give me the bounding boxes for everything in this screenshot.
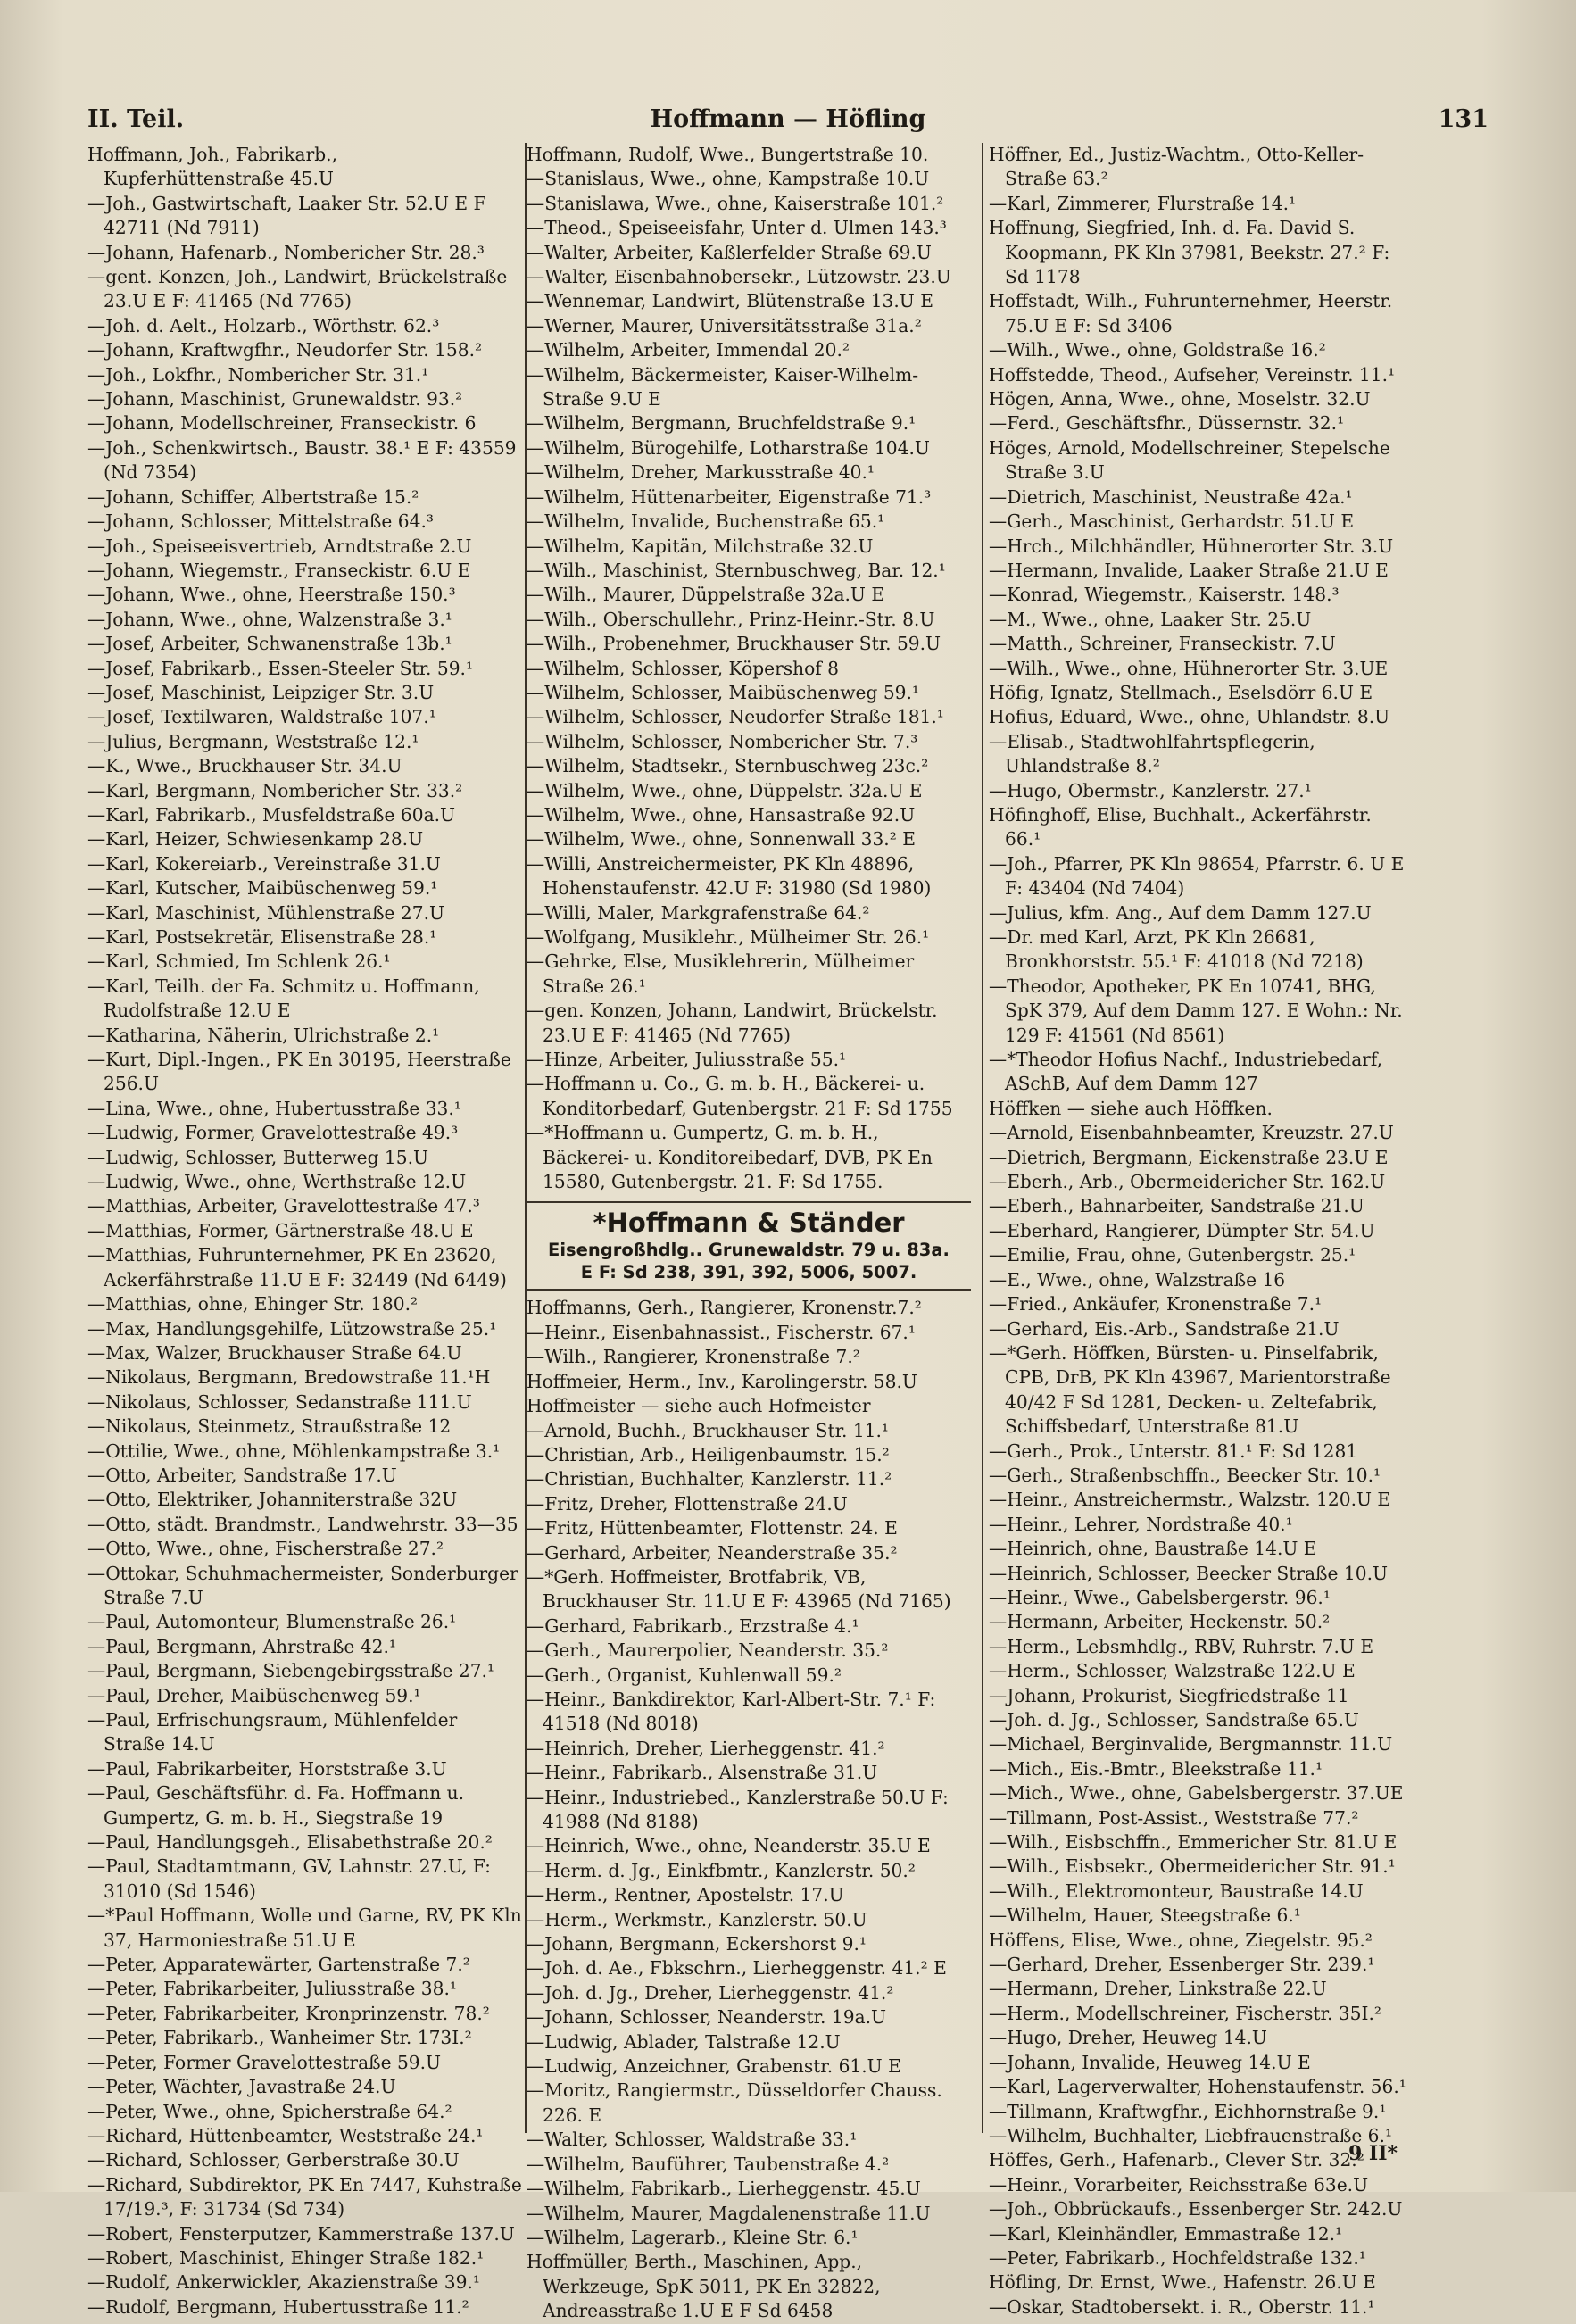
directory-entry: Hoffstedde, Theod., Aufseher, Vereinstr. 11.¹ xyxy=(989,363,1396,386)
directory-entry: —Hoffmann u. Co., G. m. b. H., Bäckerei- u. Konditorbedarf, Gutenbergstr. 21 F: Sd 1755 xyxy=(527,1073,953,1119)
directory-entry: —Gerhard, Eis.-Arb., Sandstraße 21.U xyxy=(989,1317,1340,1340)
directory-entry: —Elisab., Stadtwohlfahrtspflegerin, Uhlandstraße 8.² xyxy=(989,730,1315,777)
directory-entry: —Robert, Maschinist, Ehinger Straße 182.¹ xyxy=(87,2246,485,2269)
directory-entry: —Karl, Postsekretär, Elisenstraße 28.¹ xyxy=(87,926,437,948)
column-divider xyxy=(982,143,983,2133)
directory-entry: —Gerhard, Fabrikarb., Erzstraße 4.¹ xyxy=(527,1614,859,1637)
directory-entry: —Walter, Eisenbahnobersekr., Lützowstr. 23.U xyxy=(527,266,951,288)
directory-entry: —Wolfgang, Musiklehr., Mülheimer Str. 26.¹ xyxy=(527,926,930,948)
directory-entry: —Wilhelm, Dreher, Markusstraße 40.¹ xyxy=(527,461,875,484)
directory-entry: —Karl, Maschinist, Mühlenstraße 27.U xyxy=(87,901,445,924)
directory-entry: Hoffmann, Rudolf, Wwe., Bungertstraße 10. xyxy=(527,144,929,165)
directory-entry: —Wilh., Maurer, Düppelstraße 32a.U E xyxy=(527,584,885,606)
directory-entry: —Wilhelm, Schlosser, Neudorfer Straße 181.¹ xyxy=(527,706,944,728)
directory-entry: —Peter, Former Gravelottestraße 59.U xyxy=(87,2051,442,2073)
directory-entry: —Matth., Schreiner, Franseckistr. 7.U xyxy=(989,633,1336,655)
directory-entry: —Wilhelm, Bäckermeister, Kaiser-Wilhelm-Straße 9.U E xyxy=(527,363,919,411)
directory-entry: —gent. Konzen, Joh., Landwirt, Brückelstraße 23.U E F: 41465 (Nd 7765) xyxy=(87,266,508,312)
directory-entry: —Fritz, Hüttenbeamter, Flottenstr. 24. E xyxy=(527,1517,898,1540)
directory-entry: —Theodor, Apotheker, PK En 10741, BHG, SpK 379, Auf dem Damm 127. E Wohn.: Nr. 129 F: 41561 (Nd 8561) xyxy=(989,975,1403,1046)
directory-entry: —Heinrich, Schlosser, Beecker Straße 10.U xyxy=(989,1562,1389,1584)
directory-entry: —Fried., Ankäufer, Kronenstraße 7.¹ xyxy=(989,1293,1323,1316)
directory-entry: —Lina, Wwe., ohne, Hubertusstraße 33.¹ xyxy=(87,1097,461,1119)
directory-entry: —Hermann, Arbeiter, Heckenstr. 50.² xyxy=(989,1611,1331,1633)
directory-entry: —Konrad, Wiegemstr., Kaiserstr. 148.³ xyxy=(989,584,1340,606)
directory-entry: —Wennemar, Landwirt, Blütenstraße 13.U E xyxy=(527,290,933,312)
directory-entry: —Karl, Kutscher, Maibüschenweg 59.¹ xyxy=(87,877,438,900)
directory-entry: Hofius, Eduard, Wwe., ohne, Uhlandstr. 8.U xyxy=(989,706,1390,728)
directory-entry: —Oskar, Stadtobersekt. i. R., Oberstr. 11.¹ xyxy=(989,2295,1375,2318)
directory-entry: Hoffmann, Joh., Fabrikarb., Kupferhüttenstraße 45.U xyxy=(87,144,337,190)
directory-entry: Hoffmeier, Herm., Inv., Karolingerstr. 58.U xyxy=(527,1370,917,1392)
directory-entry: —Karl, Heizer, Schwiesenkamp 28.U xyxy=(87,828,424,851)
directory-entry: —Tillmann, Kraftwgfhr., Eichhornstraße 9.¹ xyxy=(989,2100,1387,2122)
directory-entry: —*Gerh. Hoffmeister, Brotfabrik, VB, Bruckhauser Str. 11.U E F: 43965 (Nd 7165) xyxy=(527,1565,951,1613)
directory-entry: —Johann, Modellschreiner, Franseckistr. 6 xyxy=(87,412,477,435)
directory-entry: —Wilh., Eisbschffn., Emmericher Str. 81.U E xyxy=(989,1831,1398,1854)
directory-entry: —Christian, Arb., Heiligenbaumstr. 15.² xyxy=(527,1443,890,1465)
directory-entry: —Gerhard, Dreher, Essenberger Str. 239.¹ xyxy=(989,1954,1375,1976)
directory-entry: —*Paul Hoffmann, Wolle und Garne, RV, PK Kln 37, Harmoniestraße 51.U E xyxy=(87,1905,522,1951)
directory-entry: —Herm. d. Jg., Einkfbmtr., Kanzlerstr. 50.² xyxy=(527,1859,916,1881)
directory-entry: —Heinr., Industriebed., Kanzlerstraße 50.U F: 41988 (Nd 8188) xyxy=(527,1786,949,1832)
directory-entry: Höffner, Ed., Justiz-Wachtm., Otto-Keller-Straße 63.² xyxy=(989,144,1364,190)
directory-entry: —Eberh., Bahnarbeiter, Sandstraße 21.U xyxy=(989,1195,1364,1217)
directory-entry: —Heinr., Eisenbahnassist., Fischerstr. 67.¹ xyxy=(527,1321,916,1343)
directory-entry: —Johann, Hafenarb., Nombericher Str. 28.³ xyxy=(87,241,485,263)
directory-entry: —Karl, Lagerverwalter, Hohenstaufenstr. 56.¹ xyxy=(989,2076,1406,2098)
directory-entry: —Wilhelm, Bürogehilfe, Lotharstraße 104.U xyxy=(527,436,930,459)
directory-entry: —Wilhelm, Bergmann, Bruchfeldstraße 9.¹ xyxy=(527,412,917,435)
directory-entry: —Gehrke, Else, Musiklehrerin, Mülheimer Straße 26.¹ xyxy=(527,950,915,997)
directory-entry: —Dietrich, Bergmann, Eickenstraße 23.U E xyxy=(989,1146,1389,1168)
directory-entry: —Arnold, Buchh., Bruckhauser Str. 11.¹ xyxy=(527,1419,890,1441)
directory-entry: —Max, Walzer, Bruckhauser Straße 64.U xyxy=(87,1341,462,1364)
directory-entry: —M., Wwe., ohne, Laaker Str. 25.U xyxy=(989,608,1312,630)
directory-entry: —Wilhelm, Wwe., ohne, Düppelstr. 32a.U E xyxy=(527,779,923,801)
page-number: 131 xyxy=(1438,105,1489,133)
directory-entry: —Walter, Arbeiter, Kaßlerfelder Straße 69.U xyxy=(527,241,932,263)
directory-entry: —Matthias, Fuhrunternehmer, PK En 23620, Ackerfährstraße 11.U E F: 32449 (Nd 6449) xyxy=(87,1244,507,1291)
directory-entry: —Werner, Maurer, Universitätsstraße 31a.² xyxy=(527,314,922,336)
directory-entry: —Wilh., Wwe., ohne, Goldstraße 16.² xyxy=(989,339,1326,361)
directory-entry: —Wilhelm, Invalide, Buchenstraße 65.¹ xyxy=(527,510,885,533)
directory-entry: —Joh. d. Jg., Dreher, Lierheggenstr. 41.² xyxy=(527,1981,894,2004)
directory-entry: —Karl, Fabrikarb., Musfeldstraße 60a.U xyxy=(87,803,456,826)
directory-entry: —Matthias, Arbeiter, Gravelottestraße 47.³ xyxy=(87,1195,480,1217)
directory-entry: Hoffstadt, Wilh., Fuhrunternehmer, Heerstr. 75.U E F: Sd 3406 xyxy=(989,290,1393,336)
directory-entry: —Heinr., Anstreichermstr., Walzstr. 120.U E xyxy=(989,1489,1391,1511)
directory-entry: —Nikolaus, Bergmann, Bredowstraße 11.¹H xyxy=(87,1366,491,1389)
directory-entry: —Peter, Wwe., ohne, Spicherstraße 64.² xyxy=(87,2100,452,2122)
directory-entry: —Ludwig, Wwe., ohne, Werthstraße 12.U xyxy=(87,1171,467,1193)
directory-entry: —Wilhelm, Stadtsekr., Sternbuschweg 23c.² xyxy=(527,755,929,777)
directory-entry: —Matthias, ohne, Ehinger Str. 180.² xyxy=(87,1293,419,1316)
directory-entry: —Ludwig, Former, Gravelottestraße 49.³ xyxy=(87,1122,459,1144)
directory-entry: —Peter, Wächter, Javastraße 24.U xyxy=(87,2076,396,2098)
directory-entry: —Max, Handlungsgehilfe, Lützowstraße 25.¹ xyxy=(87,1317,497,1340)
directory-entry: —Richard, Schlosser, Gerberstraße 30.U xyxy=(87,2149,460,2171)
advertisement xyxy=(527,1201,971,1291)
directory-entry: —Wilhelm, Hüttenarbeiter, Eigenstraße 71.³ xyxy=(527,486,932,508)
directory-entry: —gen. Konzen, Johann, Landwirt, Brückelstr. 23.U E F: 41465 (Nd 7765) xyxy=(527,1000,938,1046)
directory-entry: —Otto, Arbeiter, Sandstraße 17.U xyxy=(87,1464,397,1486)
directory-entry: —Gerhard, Arbeiter, Neanderstraße 35.² xyxy=(527,1541,898,1564)
directory-entry: —Otto, Wwe., ohne, Fischerstraße 27.² xyxy=(87,1538,444,1560)
directory-entry: —Johann, Wiegemstr., Franseckistr. 6.U E xyxy=(87,559,471,581)
ad-title: *Hoffmann & Ständer xyxy=(593,1208,905,1239)
directory-entry: —Paul, Bergmann, Siebengebirgsstraße 27.¹ xyxy=(87,1660,495,1682)
directory-entry: —Wilhelm, Fabrikarb., Lierheggenstr. 45.U xyxy=(527,2178,921,2200)
directory-entry: —Josef, Maschinist, Leipziger Str. 3.U xyxy=(87,681,435,703)
directory-entry: —Paul, Stadtamtmann, GV, Lahnstr. 27.U, F: 31010 (Sd 1546) xyxy=(87,1855,491,1902)
directory-entry: Höffens, Elise, Wwe., ohne, Ziegelstr. 95.² xyxy=(989,1929,1373,1951)
directory-entry: —Peter, Fabrikarb., Hochfeldstraße 132.¹ xyxy=(989,2246,1366,2269)
directory-entry: —Gerh., Maschinist, Gerhardstr. 51.U E xyxy=(989,510,1355,533)
directory-entry: —Peter, Fabrikarb., Wanheimer Str. 173I.² xyxy=(87,2027,472,2049)
directory-entry: —Katharina, Näherin, Ulrichstraße 2.¹ xyxy=(87,1024,440,1046)
directory-entry: —Heinrich, Wwe., ohne, Neanderstr. 35.U E xyxy=(527,1835,931,1857)
directory-entry: —Hugo, Dreher, Heuweg 14.U xyxy=(989,2027,1267,2049)
directory-entry: —Heinrich, Dreher, Lierheggenstr. 41.² xyxy=(527,1737,885,1759)
directory-entry: —Johann, Prokurist, Siegfriedstraße 11 xyxy=(989,1684,1349,1706)
directory-entry: —Wilhelm, Hauer, Steegstraße 6.¹ xyxy=(989,1905,1301,1927)
directory-entry: —Herm., Werkmstr., Kanzlerstr. 50.U xyxy=(527,1908,867,1930)
directory-entry: —Paul, Handlungsgeh., Elisabethstraße 20.² xyxy=(87,1831,493,1854)
directory-entry: —Johann, Invalide, Heuweg 14.U E xyxy=(989,2051,1311,2073)
directory-entry: Högen, Anna, Wwe., ohne, Moselstr. 32.U xyxy=(989,388,1371,411)
directory-entry: —Otto, Elektriker, Johanniterstraße 32U xyxy=(87,1489,458,1511)
column-2-top xyxy=(527,143,971,1194)
directory-entry: —Wilhelm, Arbeiter, Immendal 20.² xyxy=(527,339,850,361)
directory-entry: —Kurt, Dipl.-Ingen., PK En 30195, Heerstraße 256.U xyxy=(87,1049,511,1095)
directory-entry: —Paul, Geschäftsführ. d. Fa. Hoffmann u. Gumpertz, G. m. b. H., Siegstraße 19 xyxy=(87,1782,465,1829)
directory-entry: —Johann, Schlosser, Mittelstraße 64.³ xyxy=(87,510,434,533)
directory-entry: —Wilhelm, Wwe., ohne, Sonnenwall 33.² E xyxy=(527,828,916,851)
directory-entry: —Mich., Eis.-Bmtr., Bleekstraße 11.¹ xyxy=(989,1757,1323,1780)
directory-entry: —Johann, Schiffer, Albertstraße 15.² xyxy=(87,486,419,508)
directory-entry: —Richard, Subdirektor, PK En 7447, Kuhstraße 17/19.³, F: 31734 (Sd 734) xyxy=(87,2173,522,2220)
directory-entry: —Stanislaus, Wwe., ohne, Kampstraße 10.U xyxy=(527,168,930,190)
directory-entry: —Josef, Fabrikarb., Essen-Steeler Str. 59.¹ xyxy=(87,657,474,679)
directory-entry: —Mich., Wwe., ohne, Gabelsbergerstr. 37.UE xyxy=(989,1782,1404,1805)
directory-entry: —Wilhelm, Maurer, Magdalenenstraße 11.U xyxy=(527,2202,931,2224)
directory-entry: —Wilhelm, Kapitän, Milchstraße 32.U xyxy=(527,535,874,557)
directory-entry: —Michael, Berginvalide, Bergmannstr. 11.U xyxy=(989,1733,1393,1755)
directory-entry: —Hugo, Obermstr., Kanzlerstr. 27.¹ xyxy=(989,779,1312,801)
directory-entry: —Hermann, Invalide, Laaker Straße 21.U E xyxy=(989,559,1389,581)
directory-entry: —Wilh., Elektromonteur, Baustraße 14.U xyxy=(989,1880,1364,1902)
directory-entry: —Ferd., Geschäftsfhr., Düssernstr. 32.¹ xyxy=(989,412,1345,435)
directory-entry: —Joh., Pfarrer, PK Kln 98654, Pfarrstr. 6. U E F: 43404 (Nd 7404) xyxy=(989,852,1405,900)
directory-entry: —Joh., Speiseeisvertrieb, Arndtstraße 2.U xyxy=(87,535,472,557)
directory-entry: —Karl, Kleinhändler, Emmastraße 12.¹ xyxy=(989,2222,1343,2245)
directory-entry: Hoffnung, Siegfried, Inh. d. Fa. David S. Koopmann, PK Kln 37981, Beekstr. 27.² F: Sd 1178 xyxy=(989,217,1390,288)
directory-entry: —Peter, Fabrikarbeiter, Juliusstraße 38.¹ xyxy=(87,1978,457,2000)
directory-entry: —Johann, Maschinist, Grunewaldstr. 93.² xyxy=(87,388,463,411)
directory-entry: —Rudolf, Ankerwickler, Akazienstraße 39.¹ xyxy=(87,2271,480,2294)
header-name-range: Hoffmann — Höfling xyxy=(650,105,926,133)
directory-entry: —Wilh., Oberschullehr., Prinz-Heinr.-Str. 8.U xyxy=(527,608,935,630)
directory-entry: —Gerh., Organist, Kuhlenwall 59.² xyxy=(527,1664,842,1686)
directory-entry: —Rudolf, Bergmann, Hubertusstraße 11.² xyxy=(87,2295,469,2318)
directory-entry: —Nikolaus, Steinmetz, Straußstraße 12 xyxy=(87,1415,452,1438)
directory-entry: —Heinr., Lehrer, Nordstraße 40.¹ xyxy=(989,1513,1293,1535)
directory-entry: —Joh., Gastwirtschaft, Laaker Str. 52.U E F 42711 (Nd 7911) xyxy=(87,192,486,239)
directory-entry: Hoffmeister — siehe auch Hofmeister xyxy=(527,1395,871,1417)
directory-entry: —Johann, Bergmann, Eckershorst 9.¹ xyxy=(527,1933,867,1955)
directory-entry: —Johann, Wwe., ohne, Walzenstraße 3.¹ xyxy=(87,608,452,630)
directory-entry: —Paul, Bergmann, Ahrstraße 42.¹ xyxy=(87,1635,396,1657)
signature-mark: 9 II* xyxy=(1348,2142,1398,2165)
directory-entry: —Hinze, Arbeiter, Juliusstraße 55.¹ xyxy=(527,1049,847,1071)
directory-entry: —Heinr., Bankdirektor, Karl-Albert-Str. 7.¹ F: 41518 (Nd 8018) xyxy=(527,1688,936,1735)
directory-entry: —Karl, Kokereiarb., Vereinstraße 31.U xyxy=(87,852,441,875)
directory-entry: —K., Wwe., Bruckhauser Str. 34.U xyxy=(87,755,402,777)
directory-entry: —Wilhelm, Schlosser, Maibüschenweg 59.¹ xyxy=(527,681,920,703)
directory-entry: —Dr. med Karl, Arzt, PK Kln 26681, Bronkhorststr. 55.¹ F: 41018 (Nd 7218) xyxy=(989,926,1364,973)
directory-entry: —Dietrich, Maschinist, Neustraße 42a.¹ xyxy=(989,486,1353,508)
directory-entry: —Ludwig, Anzeichner, Grabenstr. 61.U E xyxy=(527,2055,901,2078)
directory-entry: —Stanislawa, Wwe., ohne, Kaiserstraße 101.² xyxy=(527,192,944,214)
directory-entry: —Fritz, Dreher, Flottenstraße 24.U xyxy=(527,1492,848,1515)
directory-entry: —Wilh., Maschinist, Sternbuschweg, Bar. 12.¹ xyxy=(527,559,946,581)
directory-entry: —Heinr., Fabrikarb., Alsenstraße 31.U xyxy=(527,1762,878,1784)
directory-entry: —Peter, Fabrikarbeiter, Kronprinzenstr. 78.² xyxy=(87,2002,490,2024)
directory-entry: —Ottokar, Schuhmachermeister, Sonderburger Straße 7.U xyxy=(87,1562,518,1608)
directory-entry: —Tillmann, Post-Assist., Weststraße 77.² xyxy=(989,1806,1359,1829)
directory-entry: —Heinr., Vorarbeiter, Reichsstraße 63e.U xyxy=(989,2173,1369,2195)
directory-entry: —Willi, Anstreichermeister, PK Kln 48896, Hohenstaufenstr. 42.U F: 31980 (Sd 1980) xyxy=(527,852,932,900)
directory-entry: —Wilhelm, Schlosser, Köpershof 8 xyxy=(527,657,840,679)
directory-entry: Höffes, Gerh., Hafenarb., Clever Str. 32.² xyxy=(989,2149,1364,2171)
ad-line: E F: Sd 238, 391, 392, 5006, 5007. xyxy=(580,1262,917,1283)
directory-entry: —Nikolaus, Schlosser, Sedanstraße 111.U xyxy=(87,1390,472,1413)
directory-entry: —Eberh., Arb., Obermeidericher Str. 162.U xyxy=(989,1171,1386,1193)
directory-entry: Höffken — siehe auch Höffken. xyxy=(989,1097,1273,1119)
directory-entry: —Ottilie, Wwe., ohne, Möhlenkampstraße 3.¹ xyxy=(87,1440,501,1462)
directory-entry: —*Theodor Hofius Nachf., Industriebedarf, ASchB, Auf dem Damm 127 xyxy=(989,1049,1383,1095)
directory-entry: —Wilh., Wwe., ohne, Hühnerorter Str. 3.UE xyxy=(989,657,1389,679)
directory-entry: —Josef, Textilwaren, Waldstraße 107.¹ xyxy=(87,706,436,728)
directory-entry: —Wilhelm, Buchhalter, Liebfrauenstraße 6.¹ xyxy=(989,2124,1393,2146)
directory-entry: —Hrch., Milchhändler, Hühnerorter Str. 3.U xyxy=(989,535,1394,557)
directory-entry: —Joh., Obbrückaufs., Essenberger Str. 242.U xyxy=(989,2198,1403,2220)
directory-entry: Höges, Arnold, Modellschreiner, Stepelsche Straße 3.U xyxy=(989,436,1390,484)
directory-entry: —Robert, Fensterputzer, Kammerstraße 137.U xyxy=(87,2222,515,2245)
directory-entry: —Joh., Schenkwirtsch., Baustr. 38.¹ E F: 43559 (Nd 7354) xyxy=(87,436,517,484)
directory-entry: Hoffmanns, Gerh., Rangierer, Kronenstr.7.² xyxy=(527,1297,922,1319)
directory-entry: —Joh. d. Ae., Fbkschrn., Lierheggenstr. 41.² E xyxy=(527,1957,947,1980)
directory-entry: —Theod., Speiseeisfahr, Unter d. Ulmen 143.³ xyxy=(527,217,947,239)
directory-entry: —Wilhelm, Lagerarb., Kleine Str. 6.¹ xyxy=(527,2226,859,2248)
directory-entry: —Matthias, Former, Gärtnerstraße 48.U E xyxy=(87,1219,474,1241)
directory-entry: —Paul, Automonteur, Blumenstraße 26.¹ xyxy=(87,1611,457,1633)
directory-entry: —Josef, Arbeiter, Schwanenstraße 13b.¹ xyxy=(87,633,452,655)
directory-entry: —Wilhelm, Bauführer, Taubenstraße 4.² xyxy=(527,2153,890,2175)
directory-entry: —Johann, Wwe., ohne, Heerstraße 150.³ xyxy=(87,584,456,606)
directory-entry: —Wilhelm, Wwe., ohne, Hansastraße 92.U xyxy=(527,803,916,826)
directory-entry: —Johann, Kraftwgfhr., Neudorfer Str. 158.² xyxy=(87,339,483,361)
directory-entry: —*Gerh. Höffken, Bürsten- u. Pinselfabrik, CPB, DrB, PK Kln 43967, Marientorstraße 40/42 F Sd 1281, Decken- u. Zeltefabrik, Schiffsbedarf, Unterstraße 81.U xyxy=(989,1341,1391,1438)
directory-entry: Höfling, Dr. Ernst, Wwe., Hafenstr. 26.U E xyxy=(989,2271,1376,2294)
directory-entry: —Wilhelm, Schlosser, Nombericher Str. 7.³ xyxy=(527,730,918,752)
directory-entry: Höfig, Ignatz, Stellmach., Eselsdörr 6.U E xyxy=(989,681,1373,703)
directory-entry: —Emilie, Frau, ohne, Gutenbergstr. 25.¹ xyxy=(989,1244,1356,1266)
directory-entry: —Joh. d. Aelt., Holzarb., Wörthstr. 62.³ xyxy=(87,314,440,336)
directory-entry: —Karl, Zimmerer, Flurstraße 14.¹ xyxy=(989,192,1297,214)
directory-entry: —Herm., Rentner, Apostelstr. 17.U xyxy=(527,1884,844,1906)
directory-entry: —Eberhard, Rangierer, Dümpter Str. 54.U xyxy=(989,1219,1375,1241)
directory-entry: —Walter, Schlosser, Waldstraße 33.¹ xyxy=(527,2129,858,2151)
directory-entry: —Heinrich, ohne, Baustraße 14.U E xyxy=(989,1538,1317,1560)
directory-entry: —Wilh., Probenehmer, Bruckhauser Str. 59.U xyxy=(527,633,941,655)
directory-entry: —Gerh., Straßenbschffn., Beecker Str. 10.¹ xyxy=(989,1464,1381,1486)
directory-entry: —Paul, Erfrischungsraum, Mühlenfelder Straße 14.U xyxy=(87,1709,458,1755)
directory-entry: —Moritz, Rangiermstr., Düsseldorfer Chauss. 226. E xyxy=(527,2079,942,2126)
directory-entry: —Karl, Bergmann, Nombericher Str. 33.² xyxy=(87,779,463,801)
header-section: II. Teil. xyxy=(87,105,185,133)
directory-entry: —Gerh., Prok., Unterstr. 81.¹ F: Sd 1281 xyxy=(989,1440,1358,1462)
directory-entry: —Karl, Schmied, Im Schlenk 26.¹ xyxy=(87,950,391,973)
directory-entry: —Johann, Schlosser, Neanderstr. 19a.U xyxy=(527,2006,887,2029)
directory-entry: —Willi, Maler, Markgrafenstraße 64.² xyxy=(527,901,870,924)
directory-entry: —Paul, Dreher, Maibüschenweg 59.¹ xyxy=(87,1684,421,1706)
directory-entry: —Joh., Lokfhr., Nombericher Str. 31.¹ xyxy=(87,363,429,386)
directory-entry: —Heinr., Wwe., Gabelsbergerstr. 96.¹ xyxy=(989,1586,1331,1608)
directory-entry: —Julius, Bergmann, Weststraße 12.¹ xyxy=(87,730,419,752)
directory-entry: —Arnold, Eisenbahnbeamter, Kreuzstr. 27.U xyxy=(989,1122,1394,1144)
directory-entry: Höfinghoff, Elise, Buchhalt., Ackerfährstr. 66.¹ xyxy=(989,803,1372,851)
column-1 xyxy=(87,143,523,2318)
directory-entry: —Julius, kfm. Ang., Auf dem Damm 127.U xyxy=(989,901,1372,924)
directory-entry: —Karl, Teilh. der Fa. Schmitz u. Hoffmann, Rudolfstraße 12.U E xyxy=(87,975,480,1022)
directory-entry: —*Hoffmann u. Gumpertz, G. m. b. H., Bäckerei- u. Konditoreibedarf, DVB, PK En 15580, Gutenbergstr. 21. F: Sd 1755. xyxy=(527,1122,933,1193)
directory-entry: Hoffmüller, Berth., Maschinen, App., Werkzeuge, SpK 5011, PK En 32822, Andreasstraße 1.U E F Sd 6458 xyxy=(527,2251,881,2322)
directory-entry: —Joh. d. Jg., Schlosser, Sandstraße 65.U xyxy=(989,1709,1359,1731)
ad-line: Eisengroßhdlg.. Grunewaldstr. 79 u. 83a. xyxy=(548,1240,950,1261)
directory-entry: —Herm., Modellschreiner, Fischerstr. 35I.² xyxy=(989,2002,1381,2024)
directory-entry: —Christian, Buchhalter, Kanzlerstr. 11.² xyxy=(527,1468,892,1490)
directory-entry: —Wilh., Rangierer, Kronenstraße 7.² xyxy=(527,1346,860,1368)
directory-entry: —Gerh., Maurerpolier, Neanderstr. 35.² xyxy=(527,1639,889,1662)
directory-entry: —E., Wwe., ohne, Walzstraße 16 xyxy=(989,1268,1286,1291)
page-header xyxy=(87,105,1489,136)
directory-entry: —Peter, Apparatewärter, Gartenstraße 7.² xyxy=(87,1954,470,1976)
directory-entry: —Paul, Fabrikarbeiter, Horststraße 3.U xyxy=(87,1757,447,1780)
column-2-bottom xyxy=(527,1296,971,2323)
directory-entry: —Herm., Lebsmhdlg., RBV, Ruhrstr. 7.U E xyxy=(989,1635,1374,1657)
column-2 xyxy=(527,143,971,2322)
directory-entry: —Ludwig, Schlosser, Butterweg 15.U xyxy=(87,1146,429,1168)
directory-entry: —Otto, städt. Brandmstr., Landwehrstr. 33—35 xyxy=(87,1513,518,1535)
directory-entry: —Hermann, Dreher, Linkstraße 22.U xyxy=(989,1978,1327,2000)
directory-entry: —Herm., Schlosser, Walzstraße 122.U E xyxy=(989,1660,1356,1682)
directory-entry: —Ludwig, Ablader, Talstraße 12.U xyxy=(527,2030,841,2053)
directory-entry: —Wilh., Eisbsekr., Obermeidericher Str. 91.¹ xyxy=(989,1855,1396,1878)
directory-entry: —Richard, Hüttenbeamter, Weststraße 24.¹ xyxy=(87,2124,484,2146)
